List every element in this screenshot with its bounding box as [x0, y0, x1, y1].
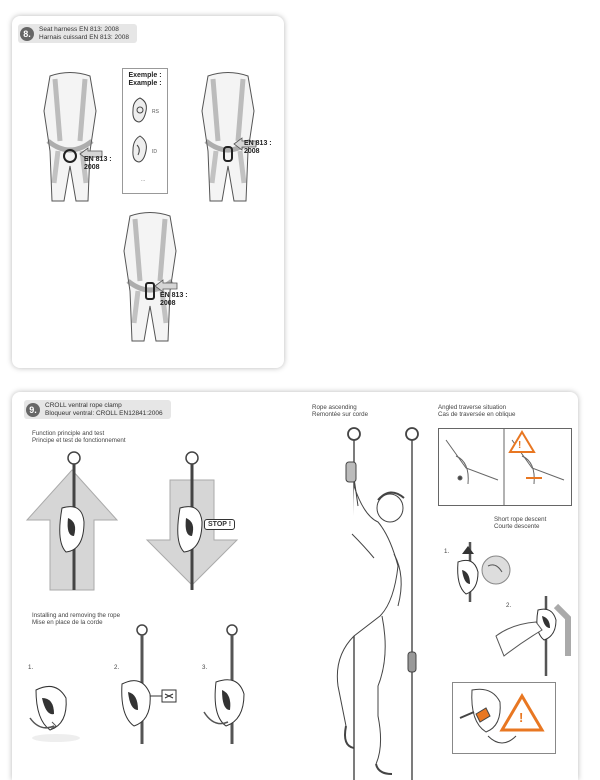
en813-year: 2008 [160, 300, 176, 307]
rope-ascending-illustration [294, 426, 434, 780]
function-title-en: Function principle and test [32, 430, 105, 437]
example-item-rs: RS [152, 109, 159, 115]
section-9-title-fr: Bloqueur ventral: CROLL EN12841:2006 [45, 409, 163, 417]
section-number-badge: 8. [20, 27, 34, 41]
harness-illustration-3 [110, 211, 190, 346]
harness-illustration-1 [30, 71, 110, 206]
en813-year: 2008 [244, 148, 260, 155]
install-step-2: 2. [114, 664, 120, 671]
harness-illustration-2 [188, 71, 268, 206]
descent-title-fr: Courte descente [494, 523, 540, 531]
install-step-3: 3. [202, 664, 208, 671]
traverse-title-en: Angled traverse situation [438, 404, 507, 411]
example-label-fr: Exemple : [128, 72, 162, 79]
descent-step-2-illustration [492, 596, 572, 676]
ascend-title-en: Rope ascending [312, 404, 357, 411]
en813-label: EN 813 : [84, 156, 112, 163]
descent-step-1: 1. [444, 548, 450, 555]
descent-step-2: 2. [506, 602, 512, 609]
example-item-more: ... [141, 177, 146, 183]
croll-up-test-illustration [22, 450, 122, 590]
section-8-title-fr: Harnais cuissard EN 813: 2008 [39, 33, 129, 41]
install-title-fr: Mise en place de la corde [32, 619, 103, 627]
example-item-id: ID [152, 149, 157, 155]
connector-rs-icon [131, 97, 149, 123]
pointer-arrow-icon [155, 280, 177, 292]
example-box [122, 68, 168, 194]
warning-icon: ! [518, 440, 522, 451]
section-8-header [18, 24, 137, 43]
install-step-1-illustration [26, 672, 86, 742]
section-9-header [24, 400, 171, 419]
connector-id-icon [131, 135, 149, 163]
install-title-en: Installing and removing the rope [32, 612, 121, 619]
example-label-en: Example : [128, 80, 162, 87]
section-8-title-en: Seat harness EN 813: 2008 [39, 26, 119, 33]
angled-traverse-illustration [438, 428, 572, 506]
install-step-2-illustration [108, 624, 178, 744]
section-9-title-en: CROLL ventral rope clamp [45, 402, 122, 409]
install-step-3-illustration [198, 624, 268, 744]
descent-step-1-illustration [448, 542, 512, 602]
stop-label: STOP ! [204, 519, 235, 530]
section-9-panel [12, 392, 578, 780]
croll-down-stop-illustration [142, 450, 252, 590]
ascend-title-fr: Remontée sur corde [312, 411, 369, 419]
traverse-title-fr: Cas de traversée en oblique [438, 411, 516, 419]
en813-year: 2008 [84, 164, 100, 171]
warning-closeup-illustration [452, 682, 556, 754]
section-8-panel [12, 16, 284, 368]
section-number-badge: 9. [26, 403, 40, 417]
en813-label: EN 813 : [160, 292, 188, 299]
en813-label: EN 813 : [244, 140, 272, 147]
function-title-fr: Principe et test de fonctionnement [32, 437, 126, 445]
descent-title-en: Short rope descent [494, 516, 547, 523]
warning-icon: ! [519, 710, 524, 725]
install-step-1: 1. [28, 664, 34, 671]
